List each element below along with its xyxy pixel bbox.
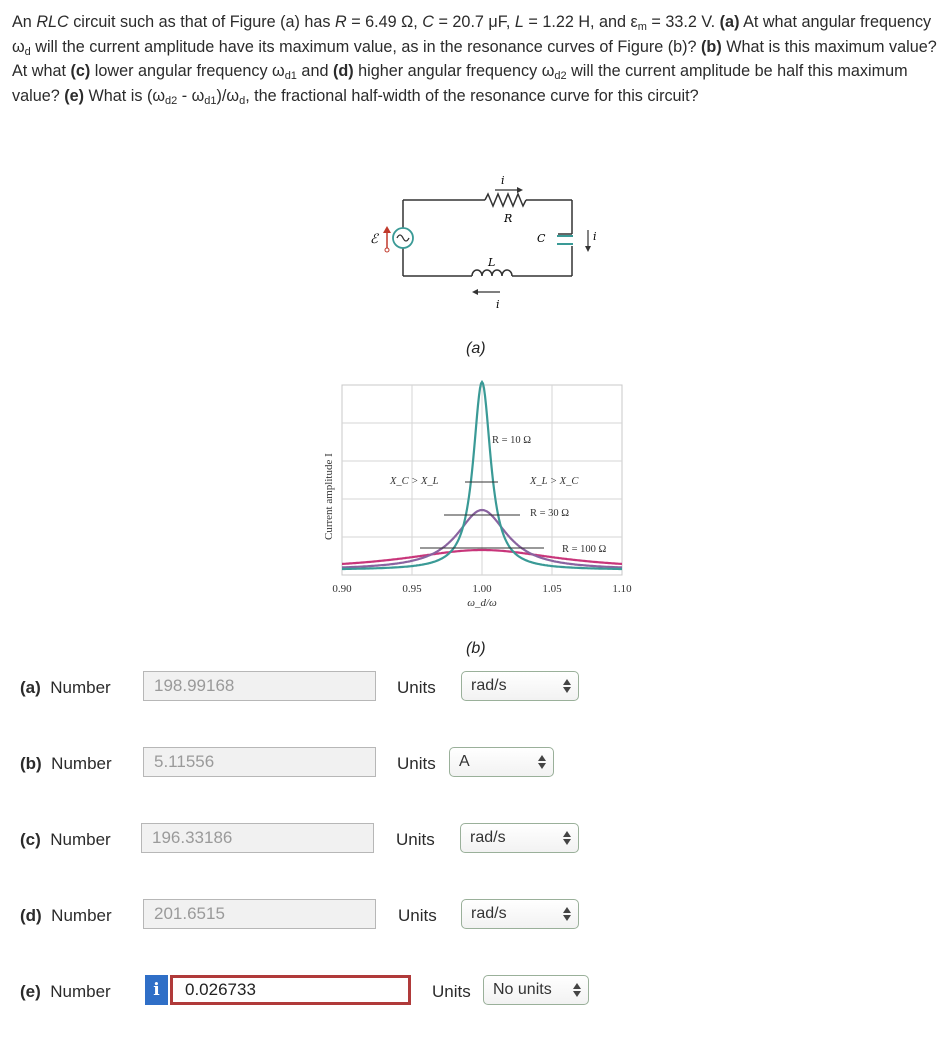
select-arrows-icon — [563, 906, 571, 922]
units-select-a[interactable]: rad/s — [461, 671, 579, 701]
units-label: Units — [432, 982, 471, 1001]
units-label: Units — [396, 830, 435, 849]
current-label-bottom: i — [496, 298, 500, 311]
part-e-label: (e) — [20, 982, 41, 1001]
answer-row-e — [0, 974, 949, 1010]
x-axis-label: ω_d/ω — [467, 597, 497, 609]
select-arrows-icon — [563, 830, 571, 846]
emf-arrow-icon — [383, 226, 391, 252]
select-arrows-icon — [563, 678, 571, 694]
resonance-graph — [320, 380, 640, 620]
units-select-d[interactable]: rad/s — [461, 899, 579, 929]
figure-a-caption: (a) — [466, 340, 486, 357]
number-label: Number — [51, 754, 112, 773]
part-c-label: (c) — [20, 830, 41, 849]
emf-label: ℰ — [370, 232, 378, 247]
part-a-label: (a) — [20, 678, 41, 697]
answer-row-c — [0, 822, 949, 858]
label-r100: R = 100 Ω — [562, 544, 607, 555]
number-label: Number — [51, 906, 112, 925]
label-xc-gt-xl: X_C > X_L — [390, 476, 439, 487]
xtick-0: 0.90 — [332, 583, 352, 595]
answer-row-d — [0, 898, 949, 934]
units-label: Units — [397, 678, 436, 697]
number-label: Number — [50, 982, 111, 1001]
answer-row-a — [0, 670, 949, 706]
answer-a-input[interactable]: 198.99168 — [143, 671, 376, 701]
label-xl-gt-xc: X_L > X_C — [530, 476, 579, 487]
units-label: Units — [398, 906, 437, 925]
part-b-label: (b) — [20, 754, 42, 773]
xtick-2: 1.00 — [472, 583, 492, 595]
circuit-diagram — [360, 170, 620, 320]
figure-b-caption: (b) — [466, 640, 486, 657]
answer-b-input[interactable]: 5.11556 — [143, 747, 376, 777]
capacitor-label: C — [537, 232, 546, 245]
units-select-e[interactable]: No units — [483, 975, 589, 1005]
answer-row-b — [0, 746, 949, 782]
current-label-right: i — [593, 230, 597, 243]
info-icon[interactable]: i — [145, 975, 168, 1005]
label-r30: R = 30 Ω — [530, 508, 570, 519]
inductor-label: L — [488, 256, 496, 269]
current-arrow-top-icon — [495, 187, 523, 193]
units-select-b[interactable]: A — [449, 747, 554, 777]
current-arrow-bottom-icon — [472, 289, 500, 295]
answer-d-input[interactable]: 201.6515 — [143, 899, 376, 929]
current-arrow-right-icon — [585, 230, 591, 252]
answer-e-input[interactable]: 0.026733 — [170, 975, 411, 1005]
answer-c-input[interactable]: 196.33186 — [141, 823, 374, 853]
select-arrows-icon — [573, 982, 581, 998]
select-arrows-icon — [538, 754, 546, 770]
part-d-label: (d) — [20, 906, 42, 925]
current-label-top: i — [501, 174, 505, 187]
xtick-1: 0.95 — [402, 583, 422, 595]
capacitor-symbol — [557, 236, 573, 244]
resistor-label: R — [504, 212, 513, 225]
units-select-c[interactable]: rad/s — [460, 823, 579, 853]
xtick-3: 1.05 — [542, 583, 562, 595]
xtick-4: 1.10 — [612, 583, 632, 595]
label-r10: R = 10 Ω — [492, 435, 532, 446]
y-axis-label: Current amplitude I — [323, 453, 335, 540]
units-label: Units — [397, 754, 436, 773]
number-label: Number — [50, 830, 111, 849]
problem-statement: An RLC circuit such as that of Figure (a) has R = 6.49 Ω, C = 20.7 μF, L = 1.22 H, and $\varepsilon_m = 33.2$ V. (a) At what angular frequency $\omega_d$ will the current amplitude have its maximum value, as in the resonance curves of Figure (b)? (b) What is this maximum value? At what (c) lower angular frequency $\omega_{d1}$ and (d) higher angular frequency $\omega_{d2}$ will the current amplitude be half this maximum value? (e) What is $(\omega_{d2} - \omega_{d1})/\omega_d$, the fractional half-width of the resonance curve for this circuit? — [12, 13, 937, 107]
number-label: Number — [50, 678, 111, 697]
ac-source-symbol — [393, 228, 413, 248]
